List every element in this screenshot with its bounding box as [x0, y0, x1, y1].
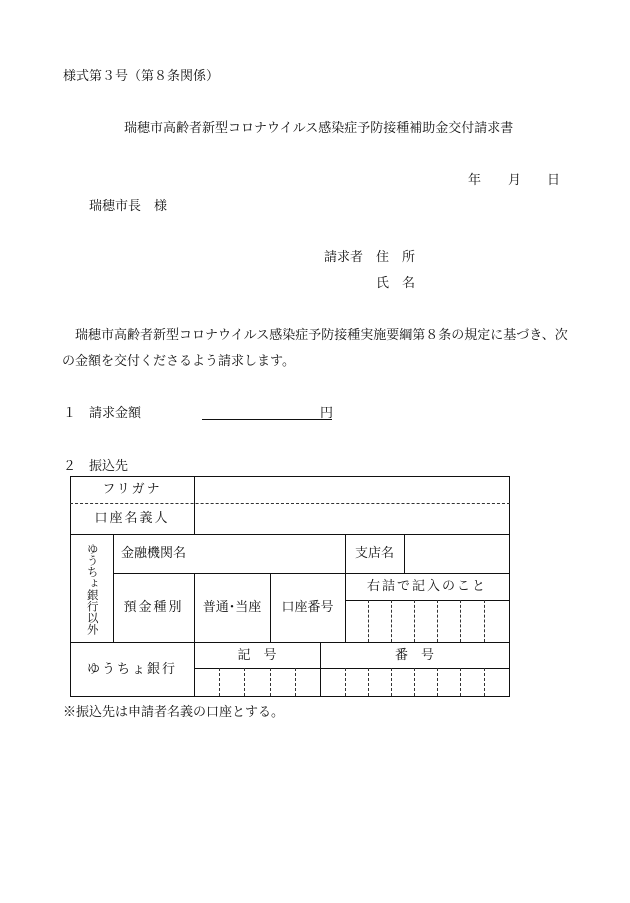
deposit-type-label: 預金種別	[123, 600, 184, 615]
furigana-label: フリガナ	[102, 482, 162, 497]
yucho-symbol-label: 記 号	[237, 647, 277, 663]
body-text-line1: 瑞穂市高齢者新型コロナウイルス感染症予防接種実施要綱第８条の規定に基づき、次	[75, 328, 568, 343]
non-yucho-label-text: ゆうちょ銀行以外	[85, 542, 100, 635]
section1-label: １ 請求金額	[63, 406, 142, 421]
non-yucho-section-label	[71, 535, 113, 642]
yucho-number-label: 番 号	[394, 647, 434, 663]
date-day: 日	[547, 173, 561, 188]
claimant-address-label: 住 所	[376, 250, 416, 265]
deposit-type-options[interactable]: 普通･当座	[202, 600, 262, 615]
claimant-label: 請求者	[324, 250, 364, 265]
account-holder-label: 口座名義人	[94, 511, 170, 526]
form-number: 様式第３号（第８条関係）	[63, 69, 220, 84]
claim-amount-field[interactable]	[202, 406, 332, 420]
claim-amount-unit: 円	[320, 406, 334, 421]
right-align-note: 右詰で記入のこと	[366, 579, 487, 594]
footnote: ※振込先は申請者名義の口座とする。	[63, 705, 285, 720]
branch-name-label: 支店名	[354, 546, 394, 561]
account-holder-field[interactable]	[195, 504, 509, 534]
section2-label: ２ 振込先	[63, 459, 129, 474]
document-title: 瑞穂市高齢者新型コロナウイルス感染症予防接種補助金交付請求書	[124, 121, 514, 136]
account-number-label: 口座番号	[281, 600, 334, 615]
yucho-bank-label: ゆうちょ銀行	[86, 661, 177, 677]
furigana-field[interactable]	[195, 477, 509, 503]
bank-name-label: 金融機関名	[120, 546, 186, 561]
addressee: 瑞穂市長 様	[89, 199, 168, 214]
body-text-line2: の金額を交付くださるよう請求します。	[62, 354, 295, 369]
date-year: 年	[468, 173, 482, 188]
claimant-name-label: 氏 名	[376, 276, 416, 291]
date-month: 月	[508, 173, 522, 188]
branch-name-field[interactable]	[405, 535, 509, 573]
bank-name-field[interactable]	[195, 535, 345, 573]
